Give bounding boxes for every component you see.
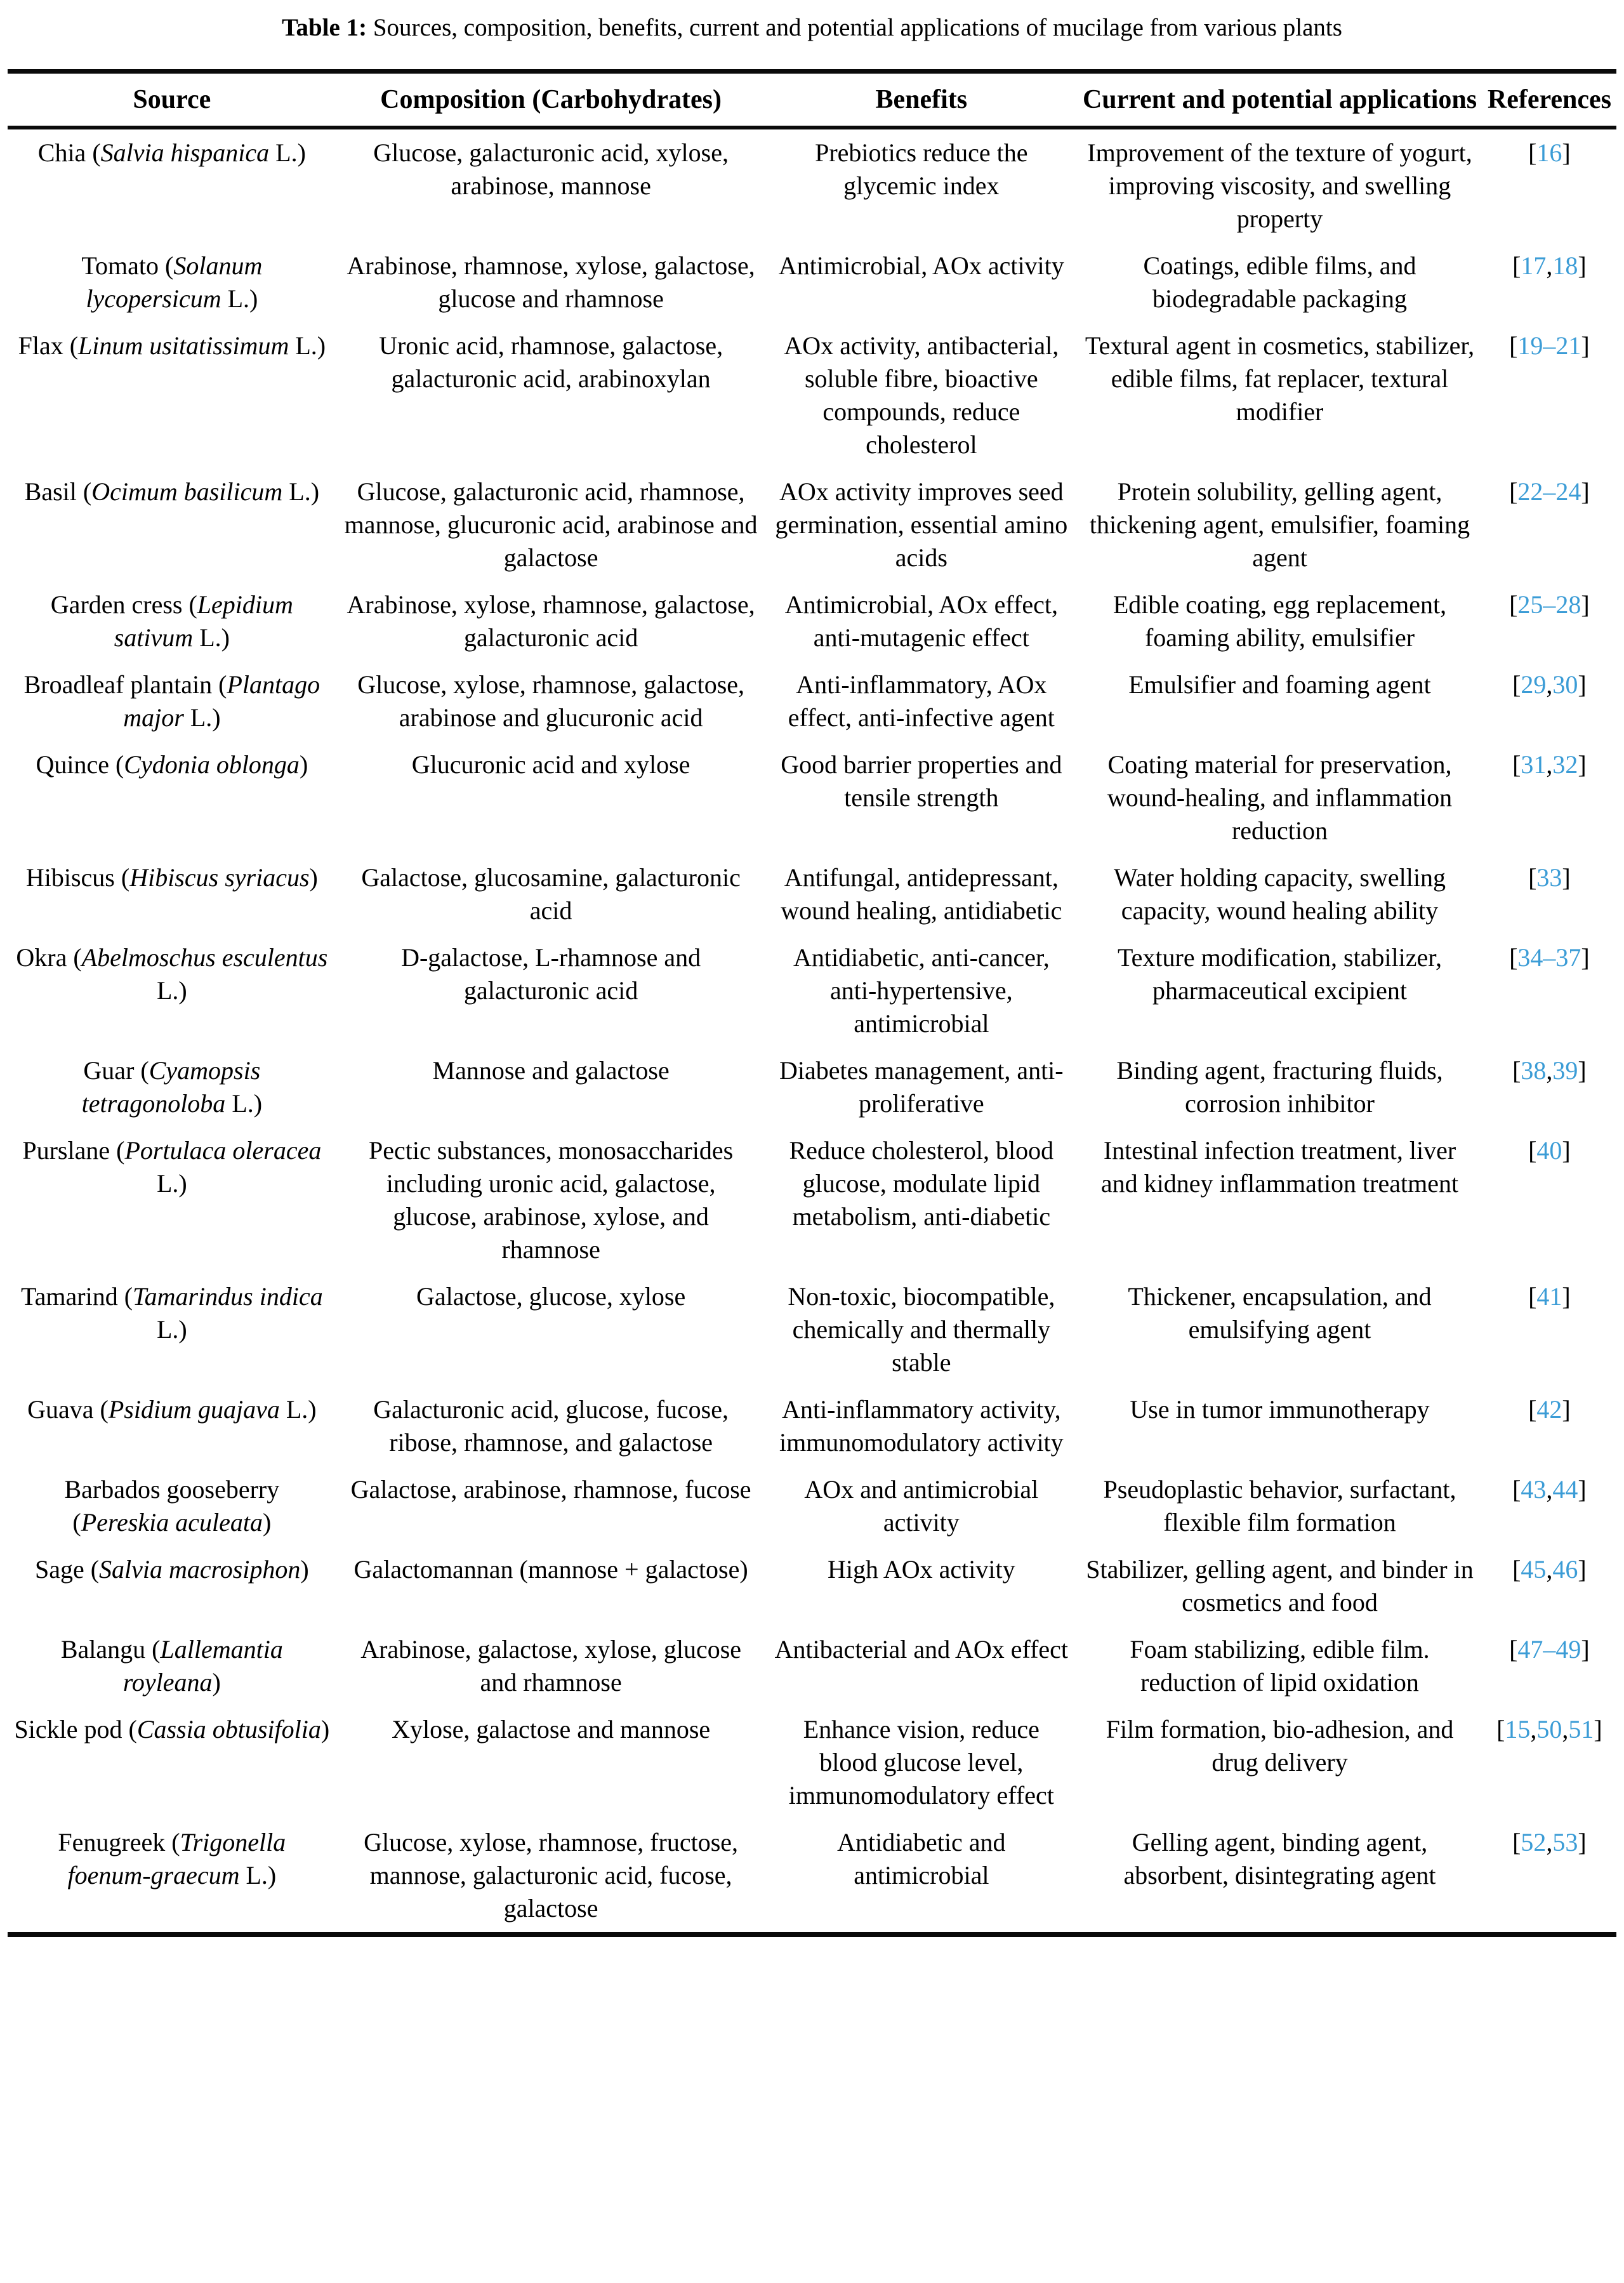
table-header bbox=[8, 71, 1616, 128]
cell-applications: Water holding capacity, swelling capacity, wound healing ability bbox=[1114, 863, 1446, 925]
reference-link[interactable] bbox=[1528, 138, 1571, 167]
citation-number[interactable]: 2 bbox=[1555, 477, 1569, 506]
cell-benefits: High AOx activity bbox=[828, 1555, 1015, 1584]
mucilage-table bbox=[8, 69, 1616, 1938]
citation-bracket: [ bbox=[1512, 750, 1521, 779]
cell-benefits: Good barrier properties and tensile strength bbox=[781, 750, 1062, 812]
citation-number[interactable]: 1 bbox=[1568, 331, 1581, 361]
cell-benefits: AOx and antimicrobial activity bbox=[804, 1475, 1039, 1537]
citation-number[interactable]: 4 bbox=[1565, 1475, 1578, 1504]
citation-number[interactable]: 2 bbox=[1530, 477, 1543, 506]
citation-bracket: ] bbox=[1578, 1475, 1587, 1504]
cell-benefits: Diabetes management, anti-proliferative bbox=[779, 1056, 1064, 1118]
column-header-source: Source bbox=[8, 71, 336, 128]
citation-number[interactable]: 4 bbox=[1536, 1395, 1550, 1424]
cell-applications: Protein solubility, gelling agent, thickening agent, emulsifier, foaming agent bbox=[1089, 477, 1470, 572]
citation-bracket: [ bbox=[1512, 1555, 1521, 1584]
citation-number[interactable]: 0 bbox=[1549, 1715, 1562, 1744]
citation-bracket: ] bbox=[1581, 590, 1590, 619]
citation-number[interactable]: 1 bbox=[1521, 251, 1534, 281]
citation-number[interactable]: 0 bbox=[1549, 1136, 1562, 1165]
cell-source: Guava (Psidium guajava L.) bbox=[27, 1395, 317, 1424]
table-row bbox=[8, 661, 1616, 741]
cell-applications: Edible coating, egg replacement, foaming ability, emulsifier bbox=[1112, 590, 1447, 652]
citation-number[interactable]: 6 bbox=[1549, 138, 1562, 168]
cell-benefits: Antimicrobial, AOx effect, anti-mutagenic effect bbox=[784, 590, 1058, 652]
reference-link[interactable] bbox=[1528, 863, 1571, 892]
cell-references bbox=[1482, 242, 1616, 322]
table-row bbox=[8, 1127, 1616, 1273]
cell-benefits: Anti-inflammatory, AOx effect, anti-infective agent bbox=[788, 670, 1055, 732]
cell-source: Flax (Linum usitatissimum L.) bbox=[18, 331, 326, 361]
cell-source: Sage (Salvia macrosiphon) bbox=[34, 1555, 309, 1584]
column-header-composition: Composition (Carbohydrates) bbox=[336, 71, 766, 128]
cell-source: Tomato (Solanum lycopersicum L.) bbox=[81, 251, 263, 314]
cell-source: Fenugreek (Trigonella foenum-graecum L.) bbox=[58, 1828, 286, 1890]
citation-bracket: , bbox=[1546, 1475, 1553, 1504]
cell-benefits: Anti-inflammatory activity, immunomodulatory activity bbox=[779, 1395, 1064, 1457]
citation-number[interactable]: 1 bbox=[1549, 1282, 1562, 1311]
citation-number[interactable]: 1 bbox=[1536, 138, 1550, 168]
citation-bracket: ] bbox=[1562, 863, 1571, 892]
cell-composition: Glucuronic acid and xylose bbox=[411, 750, 690, 779]
citation-bracket: [ bbox=[1512, 1475, 1521, 1504]
citation-number[interactable]: – bbox=[1543, 590, 1556, 619]
cell-composition: Arabinose, xylose, rhamnose, galactose, galacturonic acid bbox=[347, 590, 755, 652]
table-row bbox=[8, 128, 1616, 242]
cell-composition: Galacturonic acid, glucose, fucose, ribose, rhamnose, and galactose bbox=[373, 1395, 729, 1457]
citation-number[interactable]: 1 bbox=[1552, 251, 1566, 281]
cell-benefits: Antimicrobial, AOx activity bbox=[778, 251, 1064, 281]
cell-benefits: Enhance vision, reduce blood glucose level, immunomodulatory effect bbox=[788, 1715, 1054, 1810]
citation-number[interactable]: 2 bbox=[1517, 590, 1531, 619]
citation-number[interactable]: 4 bbox=[1517, 1635, 1531, 1664]
citation-bracket: ] bbox=[1581, 943, 1590, 972]
citation-bracket: ] bbox=[1578, 1828, 1587, 1857]
cell-references bbox=[1482, 1626, 1616, 1706]
reference-link[interactable] bbox=[1512, 251, 1587, 280]
cell-source: Basil (Ocimum basilicum L.) bbox=[24, 477, 320, 506]
cell-references bbox=[1482, 1273, 1616, 1386]
citation-bracket: ] bbox=[1581, 1635, 1590, 1664]
cell-applications: Improvement of the texture of yogurt, improving viscosity, and swelling property bbox=[1087, 138, 1472, 234]
cell-source: Okra (Abelmoschus esculentus L.) bbox=[16, 943, 328, 1005]
citation-number[interactable]: 5 bbox=[1552, 1828, 1566, 1857]
citation-number[interactable]: 2 bbox=[1555, 590, 1569, 619]
citation-number[interactable]: 2 bbox=[1549, 1395, 1562, 1424]
cell-benefits: AOx activity, antibacterial, soluble fibre, bioactive compounds, reduce cholesterol bbox=[784, 331, 1059, 460]
table-row bbox=[8, 1819, 1616, 1935]
cell-composition: Galactose, arabinose, rhamnose, fucose bbox=[350, 1475, 751, 1504]
citation-number[interactable]: 6 bbox=[1565, 1555, 1578, 1584]
citation-number[interactable]: 3 bbox=[1552, 670, 1566, 699]
citation-number[interactable]: – bbox=[1543, 477, 1556, 506]
cell-source: Purslane (Portulaca oleracea L.) bbox=[22, 1136, 322, 1198]
cell-composition: Arabinose, galactose, xylose, glucose and rhamnose bbox=[360, 1635, 742, 1697]
cell-applications: Coatings, edible films, and biodegradable packaging bbox=[1143, 251, 1416, 314]
citation-number[interactable]: 4 bbox=[1536, 1282, 1550, 1311]
citation-bracket: [ bbox=[1512, 251, 1521, 281]
citation-number[interactable]: 3 bbox=[1549, 863, 1562, 892]
citation-number[interactable]: 2 bbox=[1555, 331, 1569, 361]
reference-link[interactable] bbox=[1528, 1395, 1571, 1424]
citation-bracket: [ bbox=[1528, 1282, 1537, 1311]
citation-bracket: , bbox=[1546, 1056, 1553, 1085]
cell-source: Sickle pod (Cassia obtusifolia) bbox=[14, 1715, 330, 1744]
table-row bbox=[8, 1626, 1616, 1706]
citation-bracket: ] bbox=[1562, 1395, 1571, 1424]
cell-benefits: Antibacterial and AOx effect bbox=[774, 1635, 1069, 1664]
cell-benefits: Antidiabetic, anti-cancer, anti-hypertensive, antimicrobial bbox=[793, 943, 1050, 1038]
cell-composition: Glucose, xylose, rhamnose, galactose, arabinose and glucuronic acid bbox=[357, 670, 745, 732]
cell-composition: Mannose and galactose bbox=[432, 1056, 670, 1085]
cell-benefits: Antifungal, antidepressant, wound healing, antidiabetic bbox=[781, 863, 1062, 925]
citation-bracket: ] bbox=[1578, 1056, 1587, 1085]
cell-benefits: AOx activity improves seed germination, essential amino acids bbox=[775, 477, 1068, 572]
reference-link[interactable] bbox=[1528, 1136, 1571, 1165]
citation-bracket: ] bbox=[1581, 331, 1590, 361]
citation-number[interactable]: 1 bbox=[1517, 331, 1531, 361]
cell-benefits: Antidiabetic and antimicrobial bbox=[837, 1828, 1006, 1890]
cell-references bbox=[1482, 1047, 1616, 1127]
cell-references bbox=[1482, 1127, 1616, 1273]
cell-source: Garden cress (Lepidium sativum L.) bbox=[50, 590, 293, 652]
cell-references bbox=[1482, 1466, 1616, 1546]
cell-references bbox=[1482, 581, 1616, 661]
table-row bbox=[8, 468, 1616, 581]
citation-bracket: [ bbox=[1512, 1828, 1521, 1857]
citation-bracket: [ bbox=[1512, 670, 1521, 699]
citation-bracket: [ bbox=[1528, 863, 1537, 892]
table-row bbox=[8, 1706, 1616, 1819]
citation-number[interactable]: – bbox=[1543, 1635, 1556, 1664]
citation-bracket: , bbox=[1562, 1715, 1569, 1744]
citation-number[interactable]: 3 bbox=[1521, 1056, 1534, 1085]
citation-bracket: ] bbox=[1562, 1136, 1571, 1165]
reference-link[interactable] bbox=[1512, 1555, 1587, 1584]
citation-number[interactable]: 4 bbox=[1568, 477, 1581, 506]
cell-applications: Textural agent in cosmetics, stabilizer, edible films, fat replacer, textural modifier bbox=[1085, 331, 1475, 427]
citation-bracket: ] bbox=[1594, 1715, 1602, 1744]
citation-number[interactable]: 8 bbox=[1533, 1056, 1547, 1085]
reference-link[interactable] bbox=[1509, 1635, 1590, 1664]
table-caption-text: Sources, composition, benefits, current and potential applications of mucilage from various plants bbox=[367, 14, 1342, 41]
table-row bbox=[8, 242, 1616, 322]
citation-bracket: , bbox=[1546, 251, 1553, 281]
cell-references bbox=[1482, 854, 1616, 934]
reference-link[interactable] bbox=[1509, 943, 1590, 972]
citation-number[interactable]: 5 bbox=[1517, 1715, 1531, 1744]
citation-bracket: ] bbox=[1578, 750, 1587, 779]
table-row bbox=[8, 1546, 1616, 1626]
citation-number[interactable]: 8 bbox=[1565, 251, 1578, 281]
cell-applications: Coating material for preservation, wound-healing, and inflammation reduction bbox=[1107, 750, 1453, 845]
cell-applications: Pseudoplastic behavior, surfactant, flexible film formation bbox=[1103, 1475, 1456, 1537]
citation-bracket: , bbox=[1546, 670, 1553, 699]
citation-bracket: [ bbox=[1528, 1136, 1537, 1165]
reference-link[interactable] bbox=[1528, 1282, 1571, 1311]
reference-link[interactable] bbox=[1512, 670, 1587, 699]
cell-applications: Stabilizer, gelling agent, and binder in cosmetics and food bbox=[1086, 1555, 1474, 1617]
citation-number[interactable]: 3 bbox=[1555, 943, 1569, 972]
citation-number[interactable]: – bbox=[1543, 943, 1556, 972]
citation-number[interactable]: 4 bbox=[1536, 1136, 1550, 1165]
reference-link[interactable] bbox=[1512, 1056, 1587, 1085]
table-caption bbox=[8, 13, 1616, 44]
citation-number[interactable]: 7 bbox=[1530, 1635, 1543, 1664]
cell-source: Balangu (Lallemantia royleana) bbox=[60, 1635, 283, 1697]
cell-source: Barbados gooseberry (Pereskia aculeata) bbox=[64, 1475, 280, 1537]
cell-applications: Emulsifier and foaming agent bbox=[1128, 670, 1431, 699]
reference-link[interactable] bbox=[1509, 590, 1590, 619]
citation-number[interactable]: 7 bbox=[1568, 943, 1581, 972]
citation-number[interactable]: 9 bbox=[1565, 1056, 1578, 1085]
citation-number[interactable]: 2 bbox=[1533, 1828, 1547, 1857]
citation-number[interactable]: 5 bbox=[1533, 1555, 1547, 1584]
citation-number[interactable]: 1 bbox=[1533, 750, 1547, 779]
cell-benefits: Non-toxic, biocompatible, chemically and thermally stable bbox=[788, 1282, 1055, 1377]
cell-composition: Glucose, galacturonic acid, xylose, arabinose, mannose bbox=[373, 138, 729, 201]
citation-bracket: [ bbox=[1509, 477, 1518, 506]
citation-number[interactable]: 8 bbox=[1568, 590, 1581, 619]
cell-source: Quince (Cydonia oblonga) bbox=[36, 750, 308, 779]
citation-number[interactable]: 9 bbox=[1530, 331, 1543, 361]
citation-bracket: , bbox=[1546, 750, 1553, 779]
table-row bbox=[8, 322, 1616, 468]
table-row bbox=[8, 1047, 1616, 1127]
citation-number[interactable]: 1 bbox=[1505, 1715, 1518, 1744]
citation-number[interactable]: 3 bbox=[1533, 1475, 1547, 1504]
table-row bbox=[8, 581, 1616, 661]
cell-references bbox=[1482, 468, 1616, 581]
table-row bbox=[8, 741, 1616, 854]
cell-applications: Texture modification, stabilizer, pharmaceutical excipient bbox=[1118, 943, 1442, 1005]
cell-applications: Gelling agent, binding agent, absorbent, disintegrating agent bbox=[1123, 1828, 1436, 1890]
citation-bracket: [ bbox=[1509, 1635, 1518, 1664]
cell-composition: Xylose, galactose and mannose bbox=[392, 1715, 711, 1744]
cell-references bbox=[1482, 1706, 1616, 1819]
cell-references bbox=[1482, 1386, 1616, 1466]
citation-bracket: ] bbox=[1578, 1555, 1587, 1584]
cell-references bbox=[1482, 741, 1616, 854]
citation-number[interactable]: 4 bbox=[1555, 1635, 1569, 1664]
citation-bracket: [ bbox=[1528, 138, 1537, 168]
cell-composition: Galactose, glucosamine, galacturonic acid bbox=[361, 863, 741, 925]
column-header-benefits: Benefits bbox=[765, 71, 1077, 128]
citation-bracket: , bbox=[1530, 1715, 1537, 1744]
cell-applications: Use in tumor immunotherapy bbox=[1130, 1395, 1430, 1424]
citation-number[interactable]: 2 bbox=[1565, 750, 1578, 779]
citation-number[interactable]: 5 bbox=[1568, 1715, 1581, 1744]
table-row bbox=[8, 1466, 1616, 1546]
cell-references bbox=[1482, 128, 1616, 242]
cell-applications: Film formation, bio-adhesion, and drug delivery bbox=[1106, 1715, 1454, 1777]
cell-applications: Thickener, encapsulation, and emulsifying agent bbox=[1128, 1282, 1432, 1344]
citation-bracket: [ bbox=[1509, 331, 1518, 361]
citation-number[interactable]: 3 bbox=[1552, 750, 1566, 779]
table-body bbox=[8, 128, 1616, 1935]
citation-bracket: [ bbox=[1509, 943, 1518, 972]
column-header-references: References bbox=[1482, 71, 1616, 128]
table-row bbox=[8, 934, 1616, 1047]
reference-link[interactable] bbox=[1512, 1475, 1587, 1504]
cell-source: Guar (Cyamopsis tetragonoloba L.) bbox=[81, 1056, 263, 1118]
cell-composition: Pectic substances, monosaccharides including uronic acid, galactose, glucose, arabinose, xylose, and rhamnose bbox=[368, 1136, 734, 1264]
cell-composition: Galactose, glucose, xylose bbox=[416, 1282, 686, 1311]
citation-bracket: ] bbox=[1581, 477, 1590, 506]
citation-bracket: ] bbox=[1562, 1282, 1571, 1311]
cell-references bbox=[1482, 661, 1616, 741]
citation-number[interactable]: – bbox=[1543, 331, 1556, 361]
reference-link[interactable] bbox=[1509, 477, 1590, 506]
cell-references bbox=[1482, 322, 1616, 468]
cell-composition: Glucose, xylose, rhamnose, fructose, mannose, galacturonic acid, fucose, galactose bbox=[364, 1828, 739, 1923]
citation-number[interactable]: 3 bbox=[1565, 1828, 1578, 1857]
citation-number[interactable]: 4 bbox=[1530, 943, 1543, 972]
cell-composition: Glucose, galacturonic acid, rhamnose, mannose, glucuronic acid, arabinose and galactose bbox=[344, 477, 758, 572]
citation-number[interactable]: 3 bbox=[1521, 750, 1534, 779]
citation-number[interactable]: 3 bbox=[1536, 863, 1550, 892]
citation-number[interactable]: 5 bbox=[1521, 1828, 1534, 1857]
citation-number[interactable]: 2 bbox=[1521, 670, 1534, 699]
cell-source: Broadleaf plantain (Plantago major L.) bbox=[23, 670, 320, 732]
cell-references bbox=[1482, 934, 1616, 1047]
reference-link[interactable] bbox=[1512, 1828, 1587, 1856]
column-header-applications: Current and potential applications bbox=[1077, 71, 1482, 128]
citation-number[interactable]: 5 bbox=[1530, 590, 1543, 619]
reference-link[interactable] bbox=[1512, 750, 1587, 779]
cell-references bbox=[1482, 1819, 1616, 1935]
cell-composition: D-galactose, L-rhamnose and galacturonic acid bbox=[401, 943, 701, 1005]
cell-applications: Intestinal infection treatment, liver and kidney inflammation treatment bbox=[1100, 1136, 1459, 1198]
citation-number[interactable]: 2 bbox=[1517, 477, 1531, 506]
cell-benefits: Prebiotics reduce the glycemic index bbox=[815, 138, 1028, 201]
cell-benefits: Reduce cholesterol, blood glucose, modulate lipid metabolism, anti-diabetic bbox=[789, 1136, 1054, 1231]
citation-bracket: [ bbox=[1528, 1395, 1537, 1424]
cell-composition: Uronic acid, rhamnose, galactose, galacturonic acid, arabinoxylan bbox=[379, 331, 723, 394]
citation-bracket: ] bbox=[1578, 670, 1587, 699]
citation-bracket: ] bbox=[1578, 251, 1587, 281]
citation-number[interactable]: 7 bbox=[1533, 251, 1547, 281]
table-caption-label: Table 1: bbox=[282, 14, 367, 41]
table-row bbox=[8, 1386, 1616, 1466]
citation-number[interactable]: 0 bbox=[1565, 670, 1578, 699]
citation-bracket: ] bbox=[1562, 138, 1571, 168]
citation-bracket: [ bbox=[1509, 590, 1518, 619]
cell-applications: Foam stabilizing, edible film. reduction of lipid oxidation bbox=[1130, 1635, 1430, 1697]
citation-number[interactable]: 4 bbox=[1552, 1475, 1566, 1504]
cell-source: Chia (Salvia hispanica L.) bbox=[37, 138, 306, 168]
citation-bracket: , bbox=[1546, 1828, 1553, 1857]
citation-bracket: [ bbox=[1496, 1715, 1505, 1744]
citation-number[interactable]: 9 bbox=[1533, 670, 1547, 699]
citation-number[interactable]: 5 bbox=[1536, 1715, 1550, 1744]
citation-number[interactable]: 9 bbox=[1568, 1635, 1581, 1664]
table-row bbox=[8, 1273, 1616, 1386]
cell-source: Hibiscus (Hibiscus syriacus) bbox=[25, 863, 318, 892]
cell-source: Tamarind (Tamarindus indica L.) bbox=[21, 1282, 323, 1344]
citation-number[interactable]: 4 bbox=[1521, 1475, 1534, 1504]
citation-bracket: [ bbox=[1512, 1056, 1521, 1085]
citation-number[interactable]: 4 bbox=[1521, 1555, 1534, 1584]
cell-references bbox=[1482, 1546, 1616, 1626]
citation-number[interactable]: 3 bbox=[1517, 943, 1531, 972]
reference-link[interactable] bbox=[1496, 1715, 1602, 1744]
citation-bracket: , bbox=[1546, 1555, 1553, 1584]
table-row bbox=[8, 854, 1616, 934]
citation-number[interactable]: 4 bbox=[1552, 1555, 1566, 1584]
cell-applications: Binding agent, fracturing fluids, corrosion inhibitor bbox=[1116, 1056, 1443, 1118]
cell-composition: Galactomannan (mannose + galactose) bbox=[353, 1555, 748, 1584]
citation-number[interactable]: 3 bbox=[1552, 1056, 1566, 1085]
header-row bbox=[8, 71, 1616, 128]
cell-composition: Arabinose, rhamnose, xylose, galactose, glucose and rhamnose bbox=[347, 251, 755, 314]
reference-link[interactable] bbox=[1509, 331, 1590, 360]
citation-number[interactable]: 1 bbox=[1581, 1715, 1594, 1744]
